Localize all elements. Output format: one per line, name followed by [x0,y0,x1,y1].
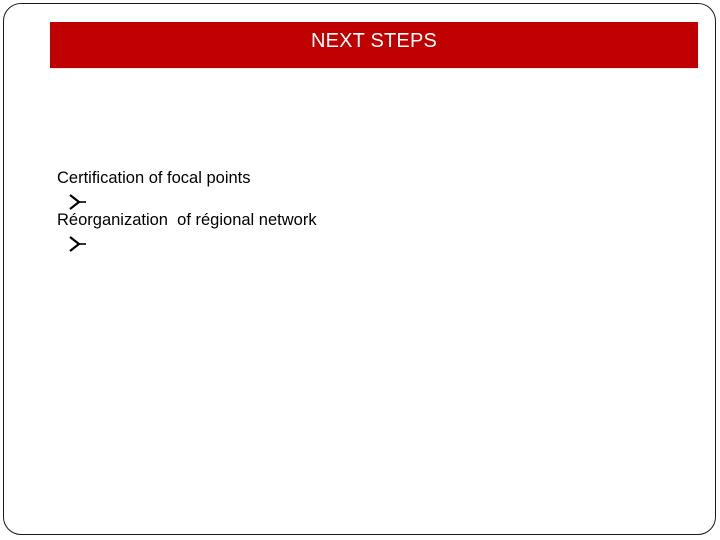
arrow-bullet-icon [32,166,50,190]
bullet-text: Certification of focal points [57,169,251,187]
title-bar [50,22,698,68]
bullet-item [32,208,672,250]
arrow-bullet-icon [32,208,50,232]
bullet-list [32,166,672,250]
bullet-item [32,166,672,208]
bullet-text: Réorganization of régional network [57,211,317,229]
slide-frame [3,3,716,535]
slide-title: NEXT STEPS [310,30,438,52]
